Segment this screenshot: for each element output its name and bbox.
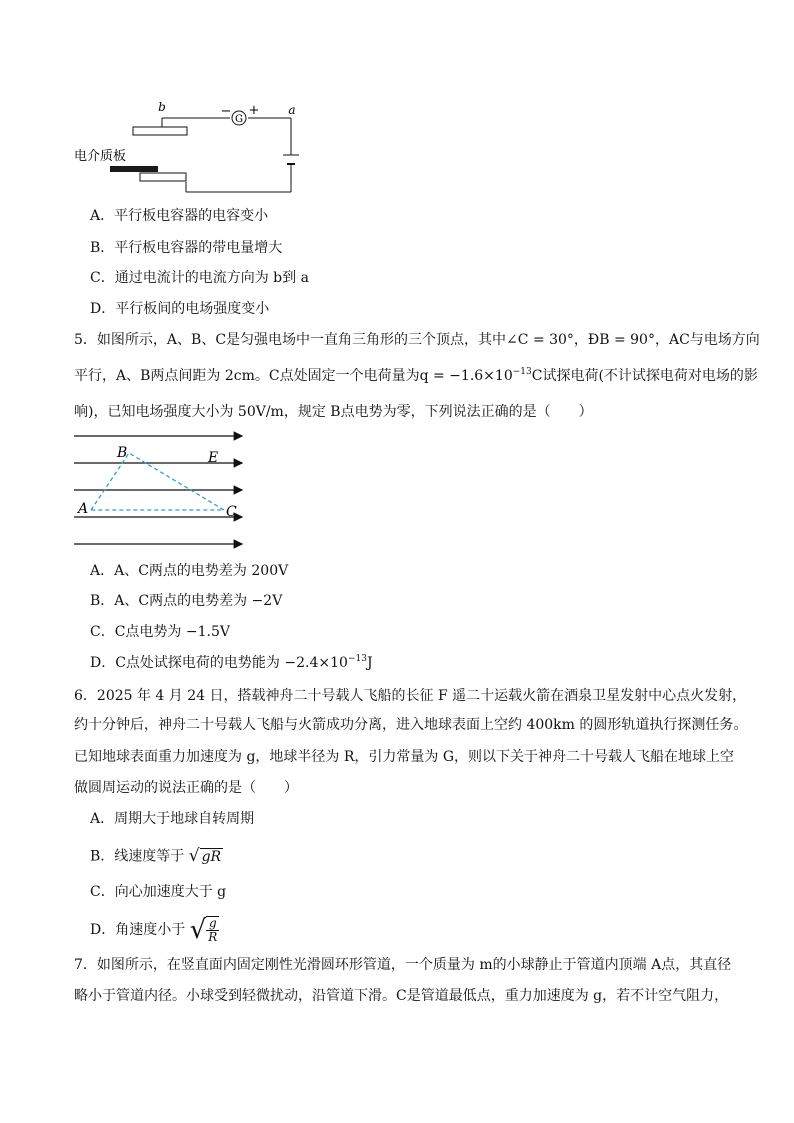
capacitor-top-plate [133,127,187,135]
dielectric-slab [110,166,158,172]
dielectric-label: 电介质板 [74,149,127,164]
q6-stem-line1: 6．2025 年 4 月 24 日，搭载神舟二十号载人飞船的长征 F 遥二十运载火箭在酒泉卫星发射中心点火发射， [74,688,747,704]
q5-stem-line3: 响)，已知电场强度大小为 50V/m，规定 B点电势为零，下列说法正确的是（ ） [74,404,593,420]
q6-stem-line3: 已知地球表面重力加速度为 g，地球半径为 R，引力常量为 G，则以下关于神舟二十号载人飞船在地球上空 [74,749,735,765]
q4-option-a: A．平行板电容器的电容变小 [90,208,269,224]
q7-stem-line1: 7．如图所示，在竖直面内固定刚性光滑圆环形管道，一个质量为 m的小球静止于管道内顶端 A点，其直径 [74,957,732,973]
q6-option-b: B．线速度等于 √ gR [90,846,222,866]
q4-option-d: D．平行板间的电场强度变小 [90,301,270,317]
triangle-abc [91,453,224,510]
q5-option-a: A．A、C两点的电势差为 200V [90,563,289,579]
q4-option-c: C．通过电流计的电流方向为 b到 a [90,270,309,286]
sqrt-gr: √ gR [188,846,222,866]
q5-option-b: B．A、C两点的电势差为 −2V [90,593,283,609]
q4-option-b: B．平行板电容器的带电量增大 [90,240,283,256]
q5-stem-line1: 5．如图所示，A、B、C是匀强电场中一直角三角形的三个顶点，其中∠C = 30°，ÐB = 90°，AC与电场方向 [74,332,760,348]
capacitor-circuit-figure [70,98,310,198]
q6-option-a: A．周期大于地球自转周期 [90,811,255,827]
label-b: b [158,100,166,114]
q7-stem-line2: 略小于管道内径。小球受到轻微扰动，沿管道下滑。C是管道最低点，重力加速度为 g，若不计空气阻力， [74,988,729,1004]
q6-option-c: C．向心加速度大于 g [90,884,227,900]
q6-stem-line2: 约十分钟后，神舟二十号载人飞船与火箭成功分离，进入地球表面上空约 400km 的圆形轨道执行探测任务。 [74,717,748,733]
electric-field-triangle-figure [70,430,250,550]
svg-text:E: E [208,450,219,466]
sqrt-g-over-r: √ $\frac{g}{R}$ [189,915,218,945]
label-a: a [288,103,296,117]
q5-option-d: D．C点处试探电荷的电势能为 $-2.4\times 10^{-13}J$ [90,654,373,671]
capacitor-bottom-plate [140,173,186,181]
q6-option-d: D．角速度小于 √ $\frac{g}{R}$ [90,915,218,945]
svg-text:+: + [248,103,260,118]
svg-text:A: A [78,501,89,517]
svg-text:C: C [226,504,237,520]
q5-option-c: C．C点电势为 −1.5V [90,624,230,640]
svg-text:B: B [117,445,128,461]
q5-stem-line2: 平行，A、B两点间距为 2cm。C点处固定一个电荷量为$q = -1.6\times 10^{-13}C$试探电荷(不计试探电荷对电场的影 [74,367,758,384]
q6-stem-line4: 做圆周运动的说法正确的是（ ） [74,780,298,796]
svg-text:−: − [220,104,232,119]
svg-text:G: G [235,114,243,125]
